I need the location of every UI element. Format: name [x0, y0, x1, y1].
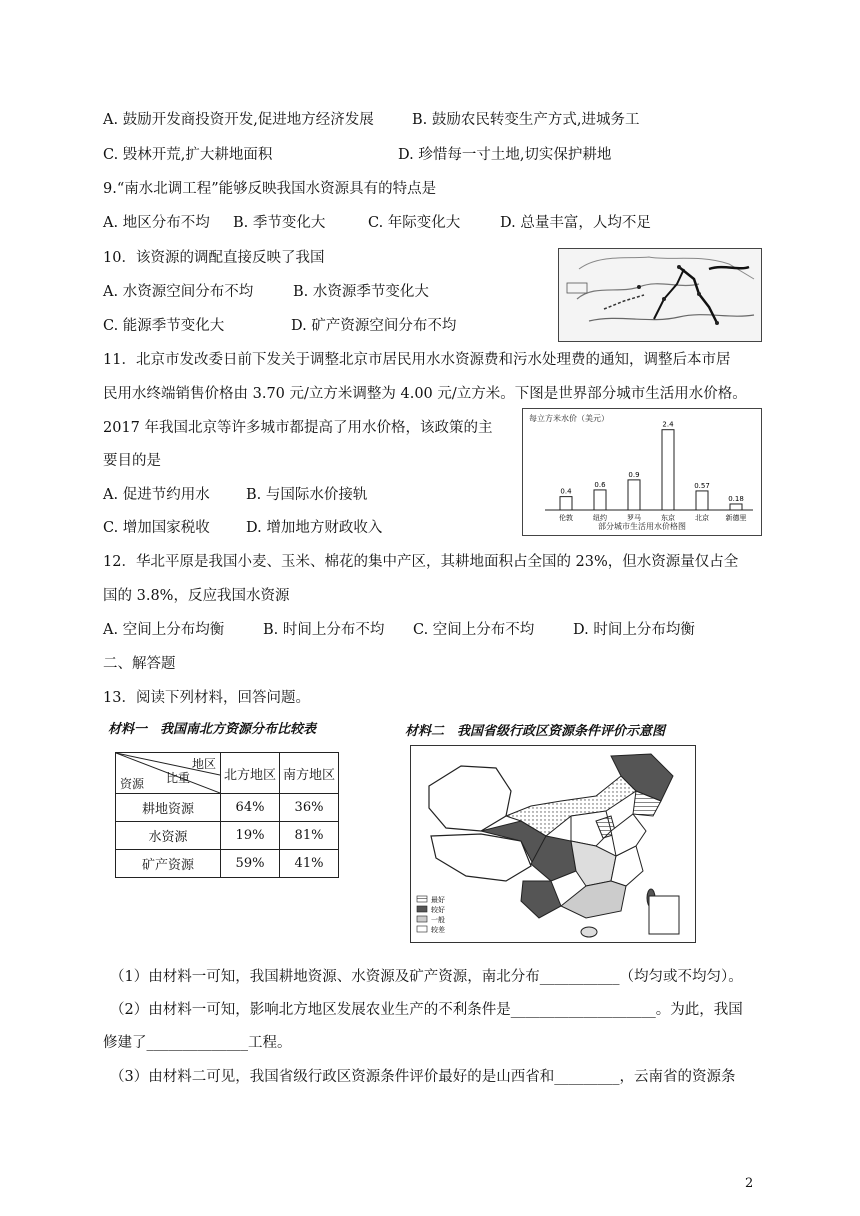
table-row — [116, 850, 339, 878]
material1-title: 材料一 我国南北方资源分布比较表 — [108, 722, 317, 737]
row-name: 矿产资源 — [116, 850, 221, 878]
q13-part2-line2: 修建了______________工程。 — [103, 1035, 292, 1051]
table-row — [116, 822, 339, 850]
chart-category-label: 纽约 — [593, 514, 607, 522]
row-south: 81% — [280, 822, 339, 850]
chart-data-label: 0.9 — [628, 470, 640, 479]
q12-line2: 国的 3.8%，反应我国水资源 — [103, 588, 290, 604]
legend-good: 较好 — [431, 906, 445, 914]
q9-option-b: B. 季节变化大 — [233, 215, 326, 231]
q9-stem: 9.“南水北调工程”能够反映我国水资源具有的特点是 — [103, 181, 437, 197]
water-price-chart-svg — [523, 409, 761, 535]
q8-option-c: C. 毁林开荒,扩大耕地面积 — [103, 147, 273, 163]
chart-data-label: 0.6 — [594, 480, 606, 489]
chart-y-axis-label: 每立方米水价（美元） — [529, 414, 609, 423]
row-south: 36% — [280, 794, 339, 822]
chart-category-label: 伦敦 — [559, 514, 573, 522]
q10-option-c: C. 能源季节变化大 — [103, 318, 225, 334]
chart-bar — [730, 504, 742, 510]
q12-line1: 12．华北平原是我国小麦、玉米、棉花的集中产区，其耕地面积占全国的 23%，但水资源量仅占全 — [103, 554, 739, 570]
row-name: 耕地资源 — [116, 794, 221, 822]
row-north: 19% — [221, 822, 280, 850]
header-north: 北方地区 — [221, 753, 280, 794]
q10-option-a: A. 水资源空间分布不均 — [103, 284, 254, 300]
chart-category-label: 东京 — [661, 514, 675, 522]
material2-title: 材料二 我国省级行政区资源条件评价示意图 — [405, 724, 666, 739]
q11-line3: 2017 年我国北京等许多城市都提高了用水价格，该政策的主 — [103, 420, 493, 436]
resource-table-wrap — [115, 752, 339, 878]
q11-option-b: B. 与国际水价接轨 — [246, 487, 368, 503]
section-title-answer: 二、解答题 — [103, 656, 176, 672]
page-number: 2 — [745, 1176, 754, 1191]
row-north: 59% — [221, 850, 280, 878]
q9-option-a: A. 地区分布不均 — [103, 215, 210, 231]
q11-line2: 民用水终端销售价格由 3.70 元/立方米调整为 4.00 元/立方米。下图是世界部分城市生活用水价格。 — [103, 386, 747, 402]
q13-stem: 13．阅读下列材料，回答问题。 — [103, 690, 310, 706]
china-map-drawing — [411, 746, 695, 942]
q13-part1: （1）由材料一可知，我国耕地资源、水资源及矿产资源，南北分布___________（均匀或不均匀）。 — [110, 969, 743, 985]
q12-option-b: B. 时间上分布不均 — [263, 622, 385, 638]
q11-option-a: A. 促进节约用水 — [103, 487, 210, 503]
header-south: 南方地区 — [280, 753, 339, 794]
resource-comparison-table — [115, 752, 339, 878]
legend-average: 一般 — [431, 916, 445, 924]
chart-bar — [696, 491, 708, 510]
chart-data-label: 0.18 — [728, 494, 744, 503]
table-diagonal-header — [116, 753, 221, 794]
legend-poor: 较差 — [431, 926, 445, 934]
row-south: 41% — [280, 850, 339, 878]
header-ratio: 比重 — [166, 771, 191, 785]
row-north: 64% — [221, 794, 280, 822]
q13-part3: （3）由材料二可见，我国省级行政区资源条件评价最好的是山西省和_________，云南省的资源条 — [110, 1069, 736, 1085]
row-name: 水资源 — [116, 822, 221, 850]
q11-line1: 11．北京市发改委日前下发关于调整北京市居民用水水资源费和污水处理费的通知，调整后本市居 — [103, 352, 731, 368]
q11-option-c: C. 增加国家税收 — [103, 520, 210, 536]
chart-title: 部分城市生活用水价格图 — [598, 522, 686, 531]
q8-option-d: D. 珍惜每一寸土地,切实保护耕地 — [398, 147, 612, 163]
header-region: 地区 — [191, 757, 216, 771]
q9-option-c: C. 年际变化大 — [368, 215, 461, 231]
header-resource: 资源 — [120, 777, 145, 791]
q10-option-b: B. 水资源季节变化大 — [293, 284, 429, 300]
chart-bar — [594, 490, 606, 510]
q12-option-d: D. 时间上分布均衡 — [573, 622, 695, 638]
legend-best: 最好 — [431, 896, 445, 904]
water-diversion-map — [558, 248, 762, 342]
chart-bar — [560, 497, 572, 510]
q12-option-c: C. 空间上分布不均 — [413, 622, 535, 638]
q9-option-d: D. 总量丰富，人均不足 — [500, 215, 651, 231]
q12-option-a: A. 空间上分布均衡 — [103, 622, 225, 638]
water-diversion-map-drawing — [559, 249, 761, 341]
chart-data-label: 0.57 — [694, 481, 710, 490]
chart-data-label: 0.4 — [560, 487, 572, 496]
q11-option-d: D. 增加地方财政收入 — [246, 520, 383, 536]
chart-category-label: 罗马 — [627, 514, 641, 522]
chart-bar — [662, 430, 674, 510]
chart-data-label: 2.4 — [662, 420, 674, 429]
q8-option-b: B. 鼓励农民转变生产方式,进城务工 — [412, 112, 640, 128]
chart-category-label: 新德里 — [725, 514, 747, 522]
q13-part2-line1: （2）由材料一可知，影响北方地区发展农业生产的不利条件是____________________。为此，我国 — [110, 1002, 743, 1018]
chart-bar — [628, 480, 640, 510]
q8-option-a: A. 鼓励开发商投资开发,促进地方经济发展 — [103, 112, 374, 128]
q11-line4: 要目的是 — [103, 453, 161, 469]
chart-category-label: 北京 — [695, 514, 709, 522]
q10-stem: 10．该资源的调配直接反映了我国 — [103, 250, 325, 266]
water-price-chart — [522, 408, 762, 536]
province-resource-map — [410, 745, 696, 943]
q10-option-d: D. 矿产资源空间分布不均 — [291, 318, 457, 334]
table-row — [116, 794, 339, 822]
